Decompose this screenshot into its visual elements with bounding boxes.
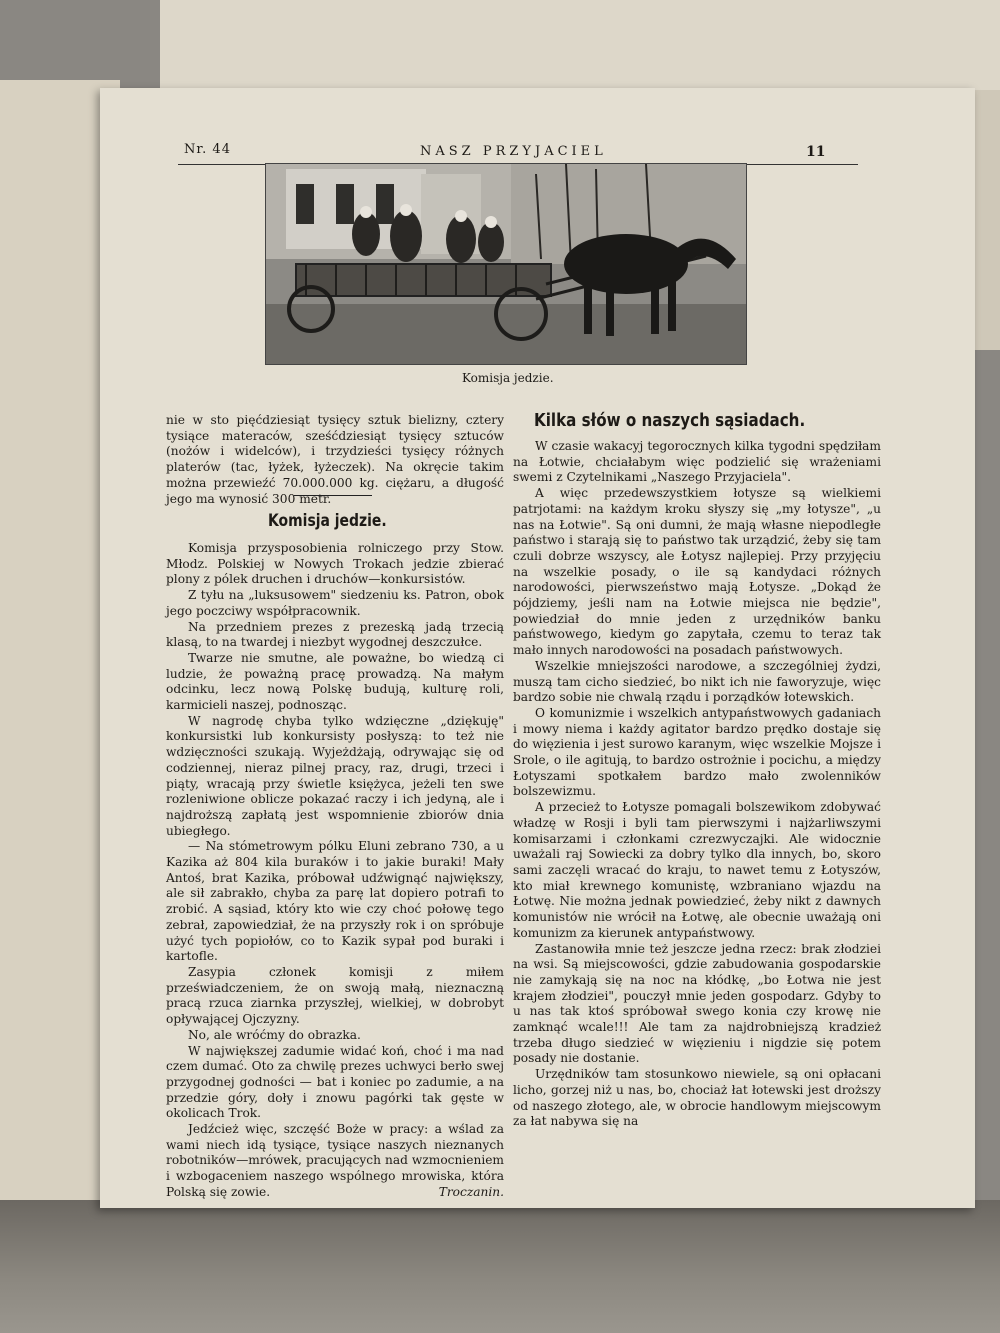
paragraph: Na przedniem prezes z prezeską jadą trzecią klasą, to na twardej i niezbyt wygodnej deszczułce. <box>166 619 504 650</box>
photo-commission-on-cart <box>265 163 747 365</box>
paragraph: O komunizmie i wszelkich antypaństwowych gadaniach i mowy niema i każdy agitator bardzo prędko dostaje się do więzienia i jest surowo karanym, więc wszelkie Mojsze i Srole, o ile agitują, to bardzo ostrożnie i pocichu, a między Łotyszami spotkałem bardzo mało zwolenników bolszewizmu. <box>513 705 881 799</box>
newspaper-page <box>100 88 975 1208</box>
left-column-article <box>166 541 504 1201</box>
issue-number: Nr. 44 <box>184 142 231 157</box>
paragraph: Zastanowiła mnie też jeszcze jedna rzecz: brak złodziei na wsi. Są miejscowości, gdzie zabudowania gospodarskie nie zamykają się na noc na kłódkę, „bo Łotwa nie jest krajem złodziei", pouczył mnie jeden gospodarz. Gdyby to u nas tak ktoś spróbował swego konia czy krowę nie zamknąć wcale!!! Ale tam za najdrobniejszą kradzież trzeba długo siedzieć w więzieniu i nigdzie się potem posady nie dostanie. <box>513 941 881 1066</box>
floor-surface <box>0 1200 1000 1333</box>
article-heading-kilka: Kilka słów o naszych sąsiadach. <box>534 410 806 431</box>
paragraph: — Na stómetrowym pólku Eluni zebrano 730, a u Kazika aż 804 kila buraków i to jakie buraki! Mały Antoś, brat Kazika, próbował udźwignąć największy, ale sił zabrakło, chyba za parę lat dopiero potrafi to zrobić. A sąsiad, który kto wie czy choć połowę tego zebrał, zapowiedział, że na przyszły rok i on spróbuje użyć tych popiołów, co to Kazik sypał pod buraki i kartofle. <box>166 839 504 964</box>
paragraph: W czasie wakacyj tegorocznych kilka tygodni spędziłam na Łotwie, chciałabym więc podzielić się wrażeniami swemi z Czytelnikami „Naszego Przyjaciela". <box>513 439 881 485</box>
page-number: 11 <box>806 144 826 160</box>
paragraph: Zasypia członek komisji z miłem przeświadczeniem, że on swoją małą, nieznaczną pracą rzuca ziarnka przyszłej, wielkiej, w dobrobyt opływającej Ojczyzny. <box>166 964 504 1027</box>
paragraph: A przecież to Łotysze pomagali bolszewikom zdobywać władzę w Rosji i byli tam pierwszymi i najżarliwszymi komisarzami i członkami czrezwyczajki. Ale widocznie uważali raj Sowiecki za dobry tylko dla innych, bo, skoro sami zaczęli wracać do kraju, to nawet temu z Łotyszów, kto miał krewnego komunistę, wzbraniano wjazdu na Łotwę. Nie można jednak powiedzieć, żeby nikt z dawnych komunistów nie wrócił na Łotwę, ale obecnie uważają oni komunizm za kierunek antypaństwowy. <box>513 800 881 940</box>
paragraph: W największej zadumie widać koń, choć i ma nad czem dumać. Oto za chwilę prezes uchwyci berło swej przygodnej godności — bat i koniec po zadumie, a na przedzie góry, doły i znowu pagórki tak gęste w okolicach Trok. <box>166 1043 504 1121</box>
right-column-article <box>513 439 881 1130</box>
section-divider <box>294 495 372 496</box>
article-heading-komisja: Komisja jedzie. <box>268 511 387 531</box>
paragraph: Z tyłu na „luksusowem" siedzeniu ks. Patron, obok jego poczciwy współpracownik. <box>166 588 504 618</box>
author-signature: Troczanin. <box>438 1184 504 1199</box>
paragraph: Urzędników tam stosunkowo niewiele, są oni opłacani licho, gorzej niż u nas, bo, chociaż łat łotewski jest droższy od naszego złotego, ale, w obrocie handlowym miejscowym za łat nabywa się na <box>513 1067 881 1129</box>
left-column-intro <box>166 413 504 507</box>
paragraph: Komisja przysposobienia rolniczego przy Stow. Młodz. Polskiej w Nowych Trokach jedzie zbierać plony z pólek druchen i druchów—konkursistów. <box>166 541 504 587</box>
paragraph: A więc przedewszystkiem łotysze są wielkiemi patrjotami: na każdym kroku słyszy się „my łotysze", „u nas na Łotwie". Są oni dumni, że mają własne niepodległe państwo i starają się to państwo tak urządzić, żeby się tam czuli dobrze wszyscy, ale Łotysz najlepiej. Przy przyjęciu na wszelkie posady, o ile są kandydaci różnych narodowości, pierwszeństwo mają Łotysze. „Dokąd że pójdziemy, jeśli nam na Łotwie miejsca nie będzie", powiedział do mnie jeden z urzędników banku państwowego, kiedym go zapytała, czemu to teraz tak mało innych narodowości na posadach państwowych. <box>513 486 881 658</box>
paragraph: W nagrodę chyba tylko wdzięczne „dziękuję" konkursistki lub konkursisty posłyszą: to też nie wdzięczności szukają. Wyjeżdżają, odrywając się od codziennej, nieraz pilnej pracy, raz, drugi, trzeci i piąty, wracają przy świetle księżyca, jeżeli ten swe rozleniwione oblicze pokazać raczy i ich jedyną, ale i najdroższą zapłatą jest wspomnienie zbiorów dnia ubiegłego. <box>166 713 504 838</box>
intro-paragraph: nie w sto pięćdziesiąt tysięcy sztuk bielizny, cztery tysiące materaców, sześćdziesiąt tysięcy sztuców (nożów i widelców), i trzydzieści tysięcy różnych platerów (tac, łyżek, łyżeczek). Na okręcie takim można przewieźć 70.000.000 kg. ciężaru, a długość jego ma wynosić 300 metr. <box>166 413 504 506</box>
paragraph: Wszelkie mniejszości narodowe, a szczególniej żydzi, muszą tam cicho siedzieć, bo nikt ich nie faworyzuje, więc bardzo sobie nie chwalą rządu i porządków łotewskich. <box>513 658 881 705</box>
paragraph-text: Jedźcież więc, szczęść Boże w pracy: a wślad za wami niech idą tysiące, tysiące naszych nieznanych robotników—mrówek, pracujących nad wzmocnieniem i wzbogaceniem naszego wspólnego mrowiska, która Polską się zowie. <box>166 1122 504 1199</box>
paragraph <box>166 1122 504 1201</box>
paragraph: No, ale wróćmy do obrazka. <box>188 1027 361 1042</box>
paragraph: Twarze nie smutne, ale poważne, bo wiedzą ci ludzie, że poważną pracę prowadzą. Na małym odcinku, lecz nową Polskę budują, kulturę roli, karmicieli naszej, podnosząc. <box>166 650 504 713</box>
newspaper-title: NASZ PRZYJACIEL <box>420 144 607 159</box>
photo-caption: Komisja jedzie. <box>462 371 554 385</box>
